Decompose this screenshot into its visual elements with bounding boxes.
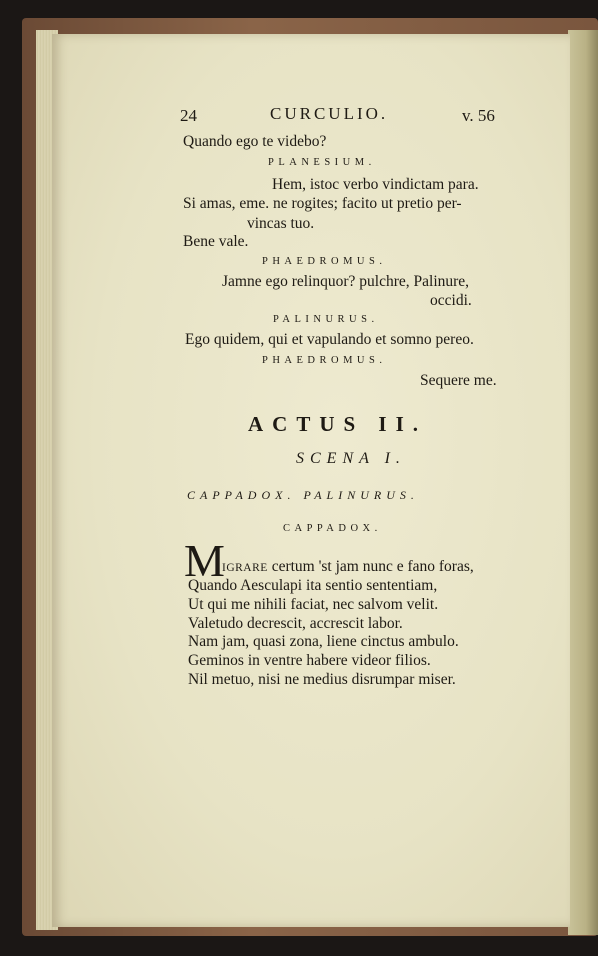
drop-cap: M bbox=[184, 535, 225, 586]
speaker-name: PHAEDROMUS. bbox=[262, 256, 387, 267]
verse-line: Jamne ego relinquor? pulchre, Palinure, bbox=[222, 273, 470, 290]
verse-line: Hem, istoc verbo vindictam para. bbox=[272, 176, 479, 193]
speaker-name: PLANESIUM. bbox=[268, 157, 376, 168]
speaker-name: PHAEDROMUS. bbox=[262, 355, 387, 366]
verse-line: Quando Aesculapi ita sentio sententiam, bbox=[188, 577, 438, 594]
facing-page-edge bbox=[568, 30, 598, 935]
page-number: 24 bbox=[180, 106, 197, 125]
verse-line: Bene vale. bbox=[183, 233, 249, 250]
speaker-name: PALINURUS. bbox=[273, 314, 379, 325]
verse-line: vincas tuo. bbox=[247, 215, 315, 232]
scene-heading: SCENA I. bbox=[296, 450, 406, 467]
verse-line: Ego quidem, qui et vapulando et somno pereo. bbox=[185, 331, 474, 348]
verse-line: Si amas, eme. ne rogites; facito ut pretio per- bbox=[183, 195, 462, 212]
verse-number: v. 56 bbox=[462, 106, 495, 125]
verse-line: Valetudo decrescit, accrescit labor. bbox=[188, 615, 403, 632]
running-title: CURCULIO. bbox=[270, 104, 389, 123]
verse-line-first bbox=[222, 558, 474, 576]
verse-line: Sequere me. bbox=[420, 372, 497, 389]
verse-line: Nil metuo, nisi ne medius disrumpar miser. bbox=[188, 671, 456, 688]
verse-line: occidi. bbox=[430, 292, 472, 309]
speaker-name: CAPPADOX. bbox=[283, 523, 382, 534]
smallcaps-word: IGRARE bbox=[222, 562, 268, 574]
verse-line: Quando ego te videbo? bbox=[183, 133, 327, 150]
act-heading: ACTUS II. bbox=[248, 412, 428, 436]
cast-list: CAPPADOX. PALINURUS. bbox=[187, 488, 419, 502]
verse-line: Nam jam, quasi zona, liene cinctus ambulo. bbox=[188, 633, 459, 650]
verse-line-rest: certum 'st jam nunc e fano foras, bbox=[267, 558, 474, 575]
verse-line: Ut qui me nihili faciat, nec salvom velit. bbox=[188, 596, 439, 613]
verse-line: Geminos in ventre habere videor filios. bbox=[188, 652, 431, 669]
